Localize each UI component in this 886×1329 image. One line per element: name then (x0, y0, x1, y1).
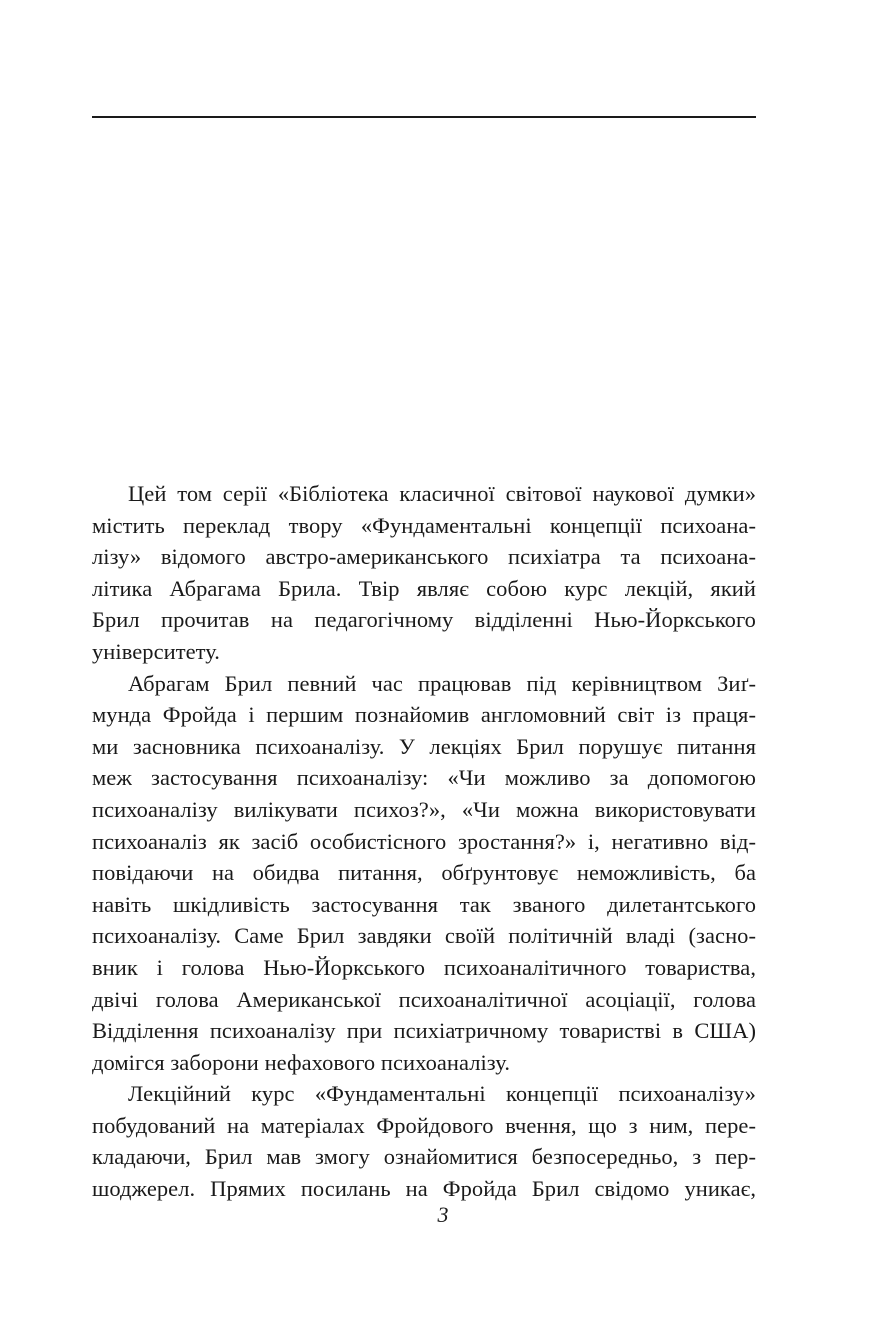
text-line: Лекційний курс «Фундаментальні концепції психоаналізу» (128, 1081, 756, 1107)
page-number: 3 (437, 1202, 449, 1227)
text-line: повідаючи на обидва питання, обґрунтовує неможливість, ба (92, 860, 756, 886)
text-line: ми засновника психоаналізу. У лекціях Брил порушує питання (92, 733, 756, 759)
text-line: меж застосування психоаналізу: «Чи можливо за допомогою (92, 765, 756, 791)
text-line: лізу» відомого австро-американського психіатра та психоана- (92, 544, 756, 570)
text-line: кладаючи, Брил мав змогу ознайомитися безпосередньо, з пер- (92, 1144, 756, 1170)
text-line: психоаналізу. Саме Брил завдяки своїй політичній владі (засно- (92, 923, 756, 949)
text-line: домігся заборони нефахового психоаналізу. (92, 1049, 510, 1075)
text-line: вник і голова Нью-Йоркського психоаналітичного товариства, (92, 954, 756, 980)
text-line: Абрагам Брил певний час працював під керівництвом Зиґ- (128, 670, 756, 696)
text-line: Брил прочитав на педагогічному відділенні Нью-Йоркського (92, 607, 756, 633)
text-line: психоаналізу вилікувати психоз?», «Чи можна використовувати (92, 796, 756, 822)
text-line: Цей том серії «Бібліотека класичної світової наукової думки» (128, 481, 756, 506)
text-line: літика Абрагама Брила. Твір являє собою курс лекцій, який (92, 575, 756, 601)
text-line: побудований на матеріалах Фройдового вчення, що з ним, пере- (92, 1112, 756, 1138)
text-line: Відділення психоаналізу при психіатричному товаристві в США) (92, 1018, 756, 1044)
text-line: навіть шкідливість застосування так званого дилетантського (92, 891, 756, 917)
text-line: містить переклад твору «Фундаментальні концепції психоана- (92, 512, 756, 538)
text-line: мунда Фройда і першим познайомив англомовний світ із праця- (92, 702, 756, 728)
text-line: психоаналіз як засіб особистісного зростання?» і, негативно від- (92, 828, 756, 854)
body-text (92, 478, 756, 1205)
text-line: шоджерел. Прямих посилань на Фройда Брил свідомо уникає, (92, 1176, 756, 1202)
text-line: двічі голова Американської психоаналітичної асоціації, голова (92, 986, 756, 1012)
header-rule (92, 116, 756, 118)
text-line: університету. (92, 638, 220, 664)
